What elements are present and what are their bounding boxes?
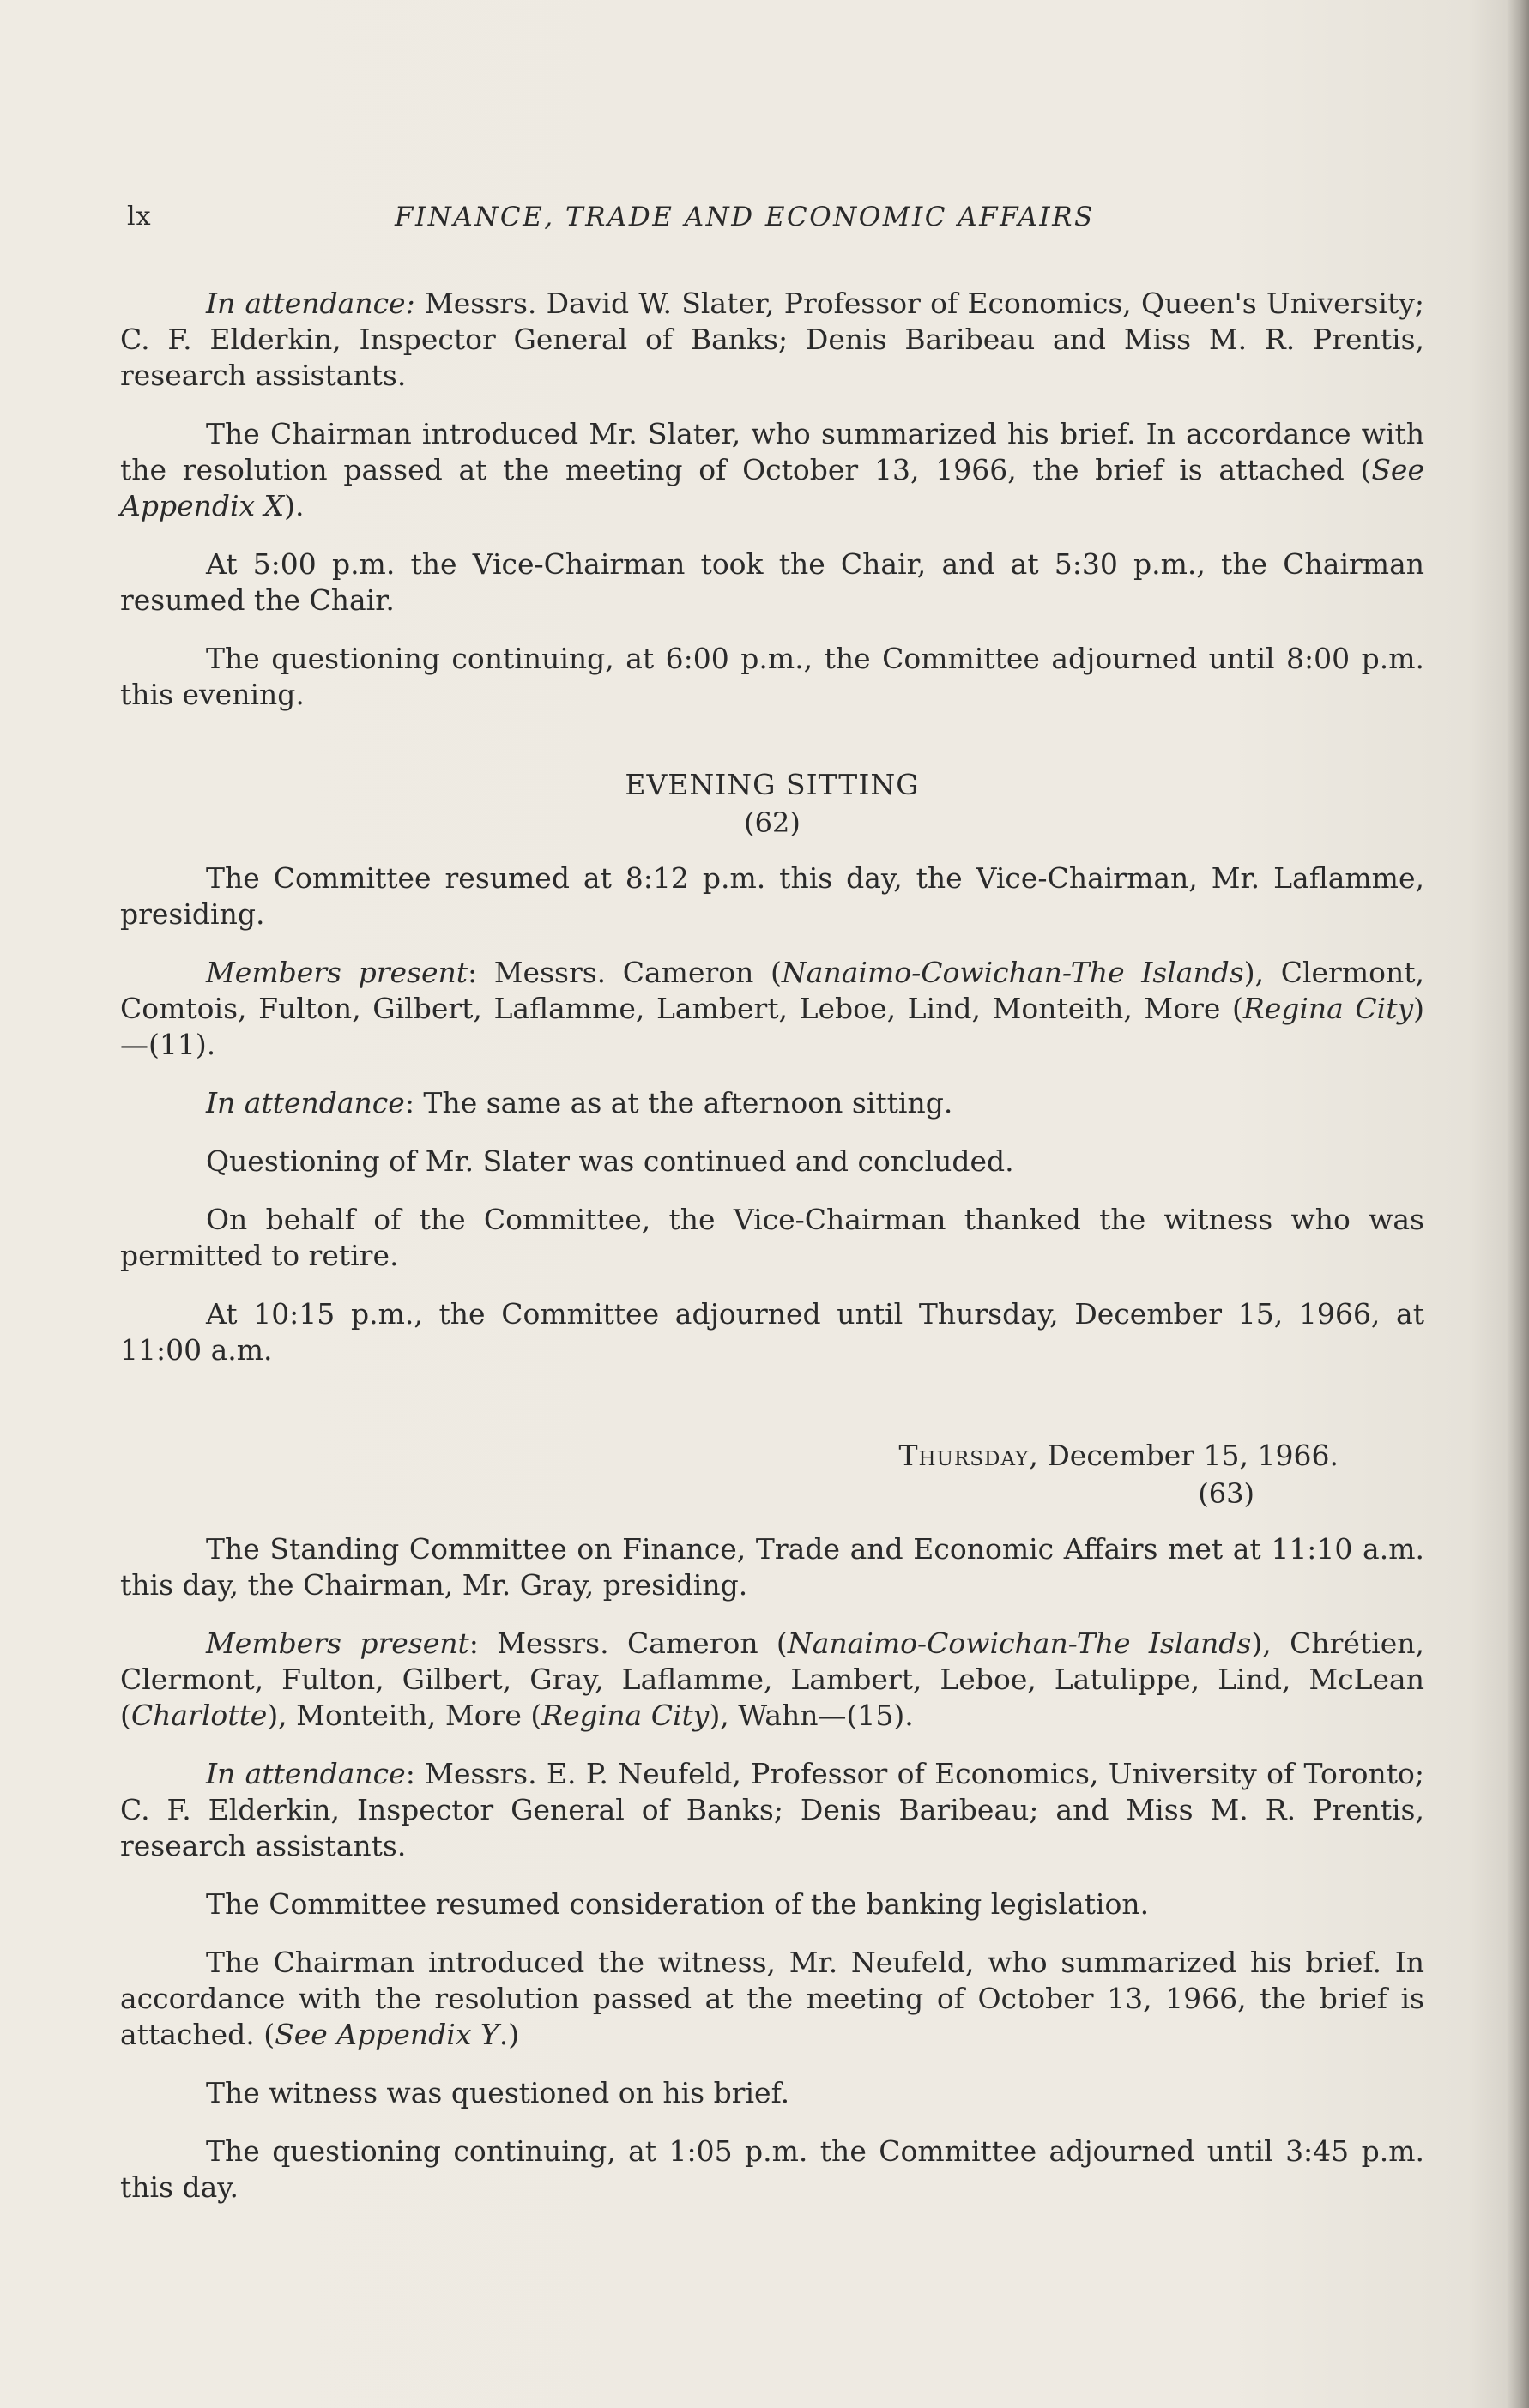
paragraph-vice-chairman: At 5:00 p.m. the Vice-Chairman took the Chair, and at 5:30 p.m., the Chairman resumed the Chair. xyxy=(120,547,1424,617)
page-number: lx xyxy=(127,202,152,232)
appendix-reference: See Appendix X xyxy=(120,453,1424,522)
text-segment: The Chairman introduced Mr. Slater, who summarized his brief. In accordance with the resolution passed at the meeting of October 13, 1966, the brief is attached ( xyxy=(120,417,1424,486)
paragraph-adjourned: The questioning continuing, at 6:00 p.m., the Committee adjourned until 8:00 p.m. this evening. xyxy=(120,642,1424,711)
spacer xyxy=(120,735,1424,766)
date-text: , December 15, 1966. xyxy=(1029,1439,1339,1472)
paragraph-adjourned-thursday: The questioning continuing, at 1:05 p.m. the Committee adjourned until 3:45 p.m. this day. xyxy=(120,2134,1424,2204)
paragraph-members-present xyxy=(120,955,1424,1063)
paragraph-thanked: On behalf of the Committee, the Vice-Chairman thanked the witness who was permitted to retire. xyxy=(120,1203,1424,1272)
paragraph-witness-questioned: The witness was questioned on his brief. xyxy=(206,2076,790,2109)
paragraph-introduced-neufeld xyxy=(120,1945,1424,2053)
lead-in-attendance: In attendance: xyxy=(206,287,415,320)
paragraph-resumed: The Committee resumed at 8:12 p.m. this day, the Vice-Chairman, Mr. Laflamme, presiding. xyxy=(120,861,1424,931)
paragraph-questioning: Questioning of Mr. Slater was continued and concluded. xyxy=(206,1144,1014,1178)
lead-members-present: Members present xyxy=(206,956,468,989)
paragraph-members-present-thursday xyxy=(120,1626,1424,1734)
text-segment: )—(11). xyxy=(120,992,1424,1061)
binding-edge-shadow xyxy=(1507,0,1529,2408)
paragraph-chairman-introduced xyxy=(120,416,1424,524)
text-segment: The Chairman introduced the witness, Mr. Neufeld, who summarized his brief. In accordance with the resolution passed at the meeting of October 13, 1966, the brief is attached. ( xyxy=(120,1946,1424,2051)
spacer xyxy=(120,1391,1424,1437)
section-heading-evening: EVENING SITTING xyxy=(625,768,920,801)
running-header xyxy=(120,193,1424,244)
date-heading-thursday xyxy=(120,1437,1424,1475)
paragraph-attendance xyxy=(120,286,1424,394)
text-segment: ). xyxy=(284,489,305,522)
paragraph-adjourned-evening: At 10:15 p.m., the Committee adjourned until Thursday, December 15, 1966, at 11:00 a.m. xyxy=(120,1297,1424,1367)
text-segment: ), Monteith, More ( xyxy=(267,1699,542,1732)
text-segment: ), Wahn—(15). xyxy=(709,1699,914,1732)
text-segment: : Messrs. Cameron ( xyxy=(468,1626,788,1660)
paragraph-committee-met: The Standing Committee on Finance, Trade and Economic Affairs met at 11:10 a.m. this day, the Chairman, Mr. Gray, presiding. xyxy=(120,1532,1424,1602)
weekday: Thursday xyxy=(898,1439,1030,1472)
sitting-number-63: (63) xyxy=(1198,1477,1254,1510)
attendance-text: Messrs. David W. Slater, Professor of Economics, Queen's University; C. F. Elderkin, Inspector General of Banks; Denis Baribeau and Miss M. R. Prentis, research assistants. xyxy=(120,287,1424,392)
paragraph-resumed-consideration: The Committee resumed consideration of the banking legislation. xyxy=(206,1887,1150,1921)
lead-members-present: Members present xyxy=(206,1626,469,1660)
paragraph-attendance-evening xyxy=(120,1085,1424,1121)
page-content xyxy=(120,193,1424,2228)
appendix-reference: See Appendix Y xyxy=(275,2018,499,2051)
text-segment: : Messrs. Cameron ( xyxy=(468,956,782,989)
riding-name: Regina City xyxy=(541,1699,710,1732)
text-segment: ), Clermont, Comtois, Fulton, Gilbert, Laflamme, Lambert, Leboe, Lind, Monteith, More ( xyxy=(120,956,1424,1025)
running-title: FINANCE, TRADE AND ECONOMIC AFFAIRS xyxy=(395,202,1095,232)
sitting-number-62: (62) xyxy=(744,806,801,839)
riding-name: Nanaimo-Cowichan-The Islands xyxy=(787,1626,1252,1660)
lead-in-attendance: In attendance xyxy=(206,1086,405,1120)
riding-name: Nanaimo-Cowichan-The Islands xyxy=(781,956,1244,989)
text-segment: ), Chrétien, Clermont, Fulton, Gilbert, Gray, Laflamme, Lambert, Leboe, Latulippe, Lind, McLean ( xyxy=(120,1626,1424,1732)
text-segment: : The same as at the afternoon sitting. xyxy=(404,1086,953,1120)
lead-in-attendance: In attendance xyxy=(206,1757,406,1790)
text-segment: : Messrs. E. P. Neufeld, Professor of Economics, University of Toronto; C. F. Elderkin, Inspector General of Banks; Denis Baribeau; and Miss M. R. Prentis, research assistants. xyxy=(120,1757,1424,1862)
riding-name: Regina City xyxy=(1242,992,1414,1025)
paragraph-attendance-thursday xyxy=(120,1756,1424,1864)
text-segment: .) xyxy=(499,2018,520,2051)
riding-name: Charlotte xyxy=(130,1699,268,1732)
